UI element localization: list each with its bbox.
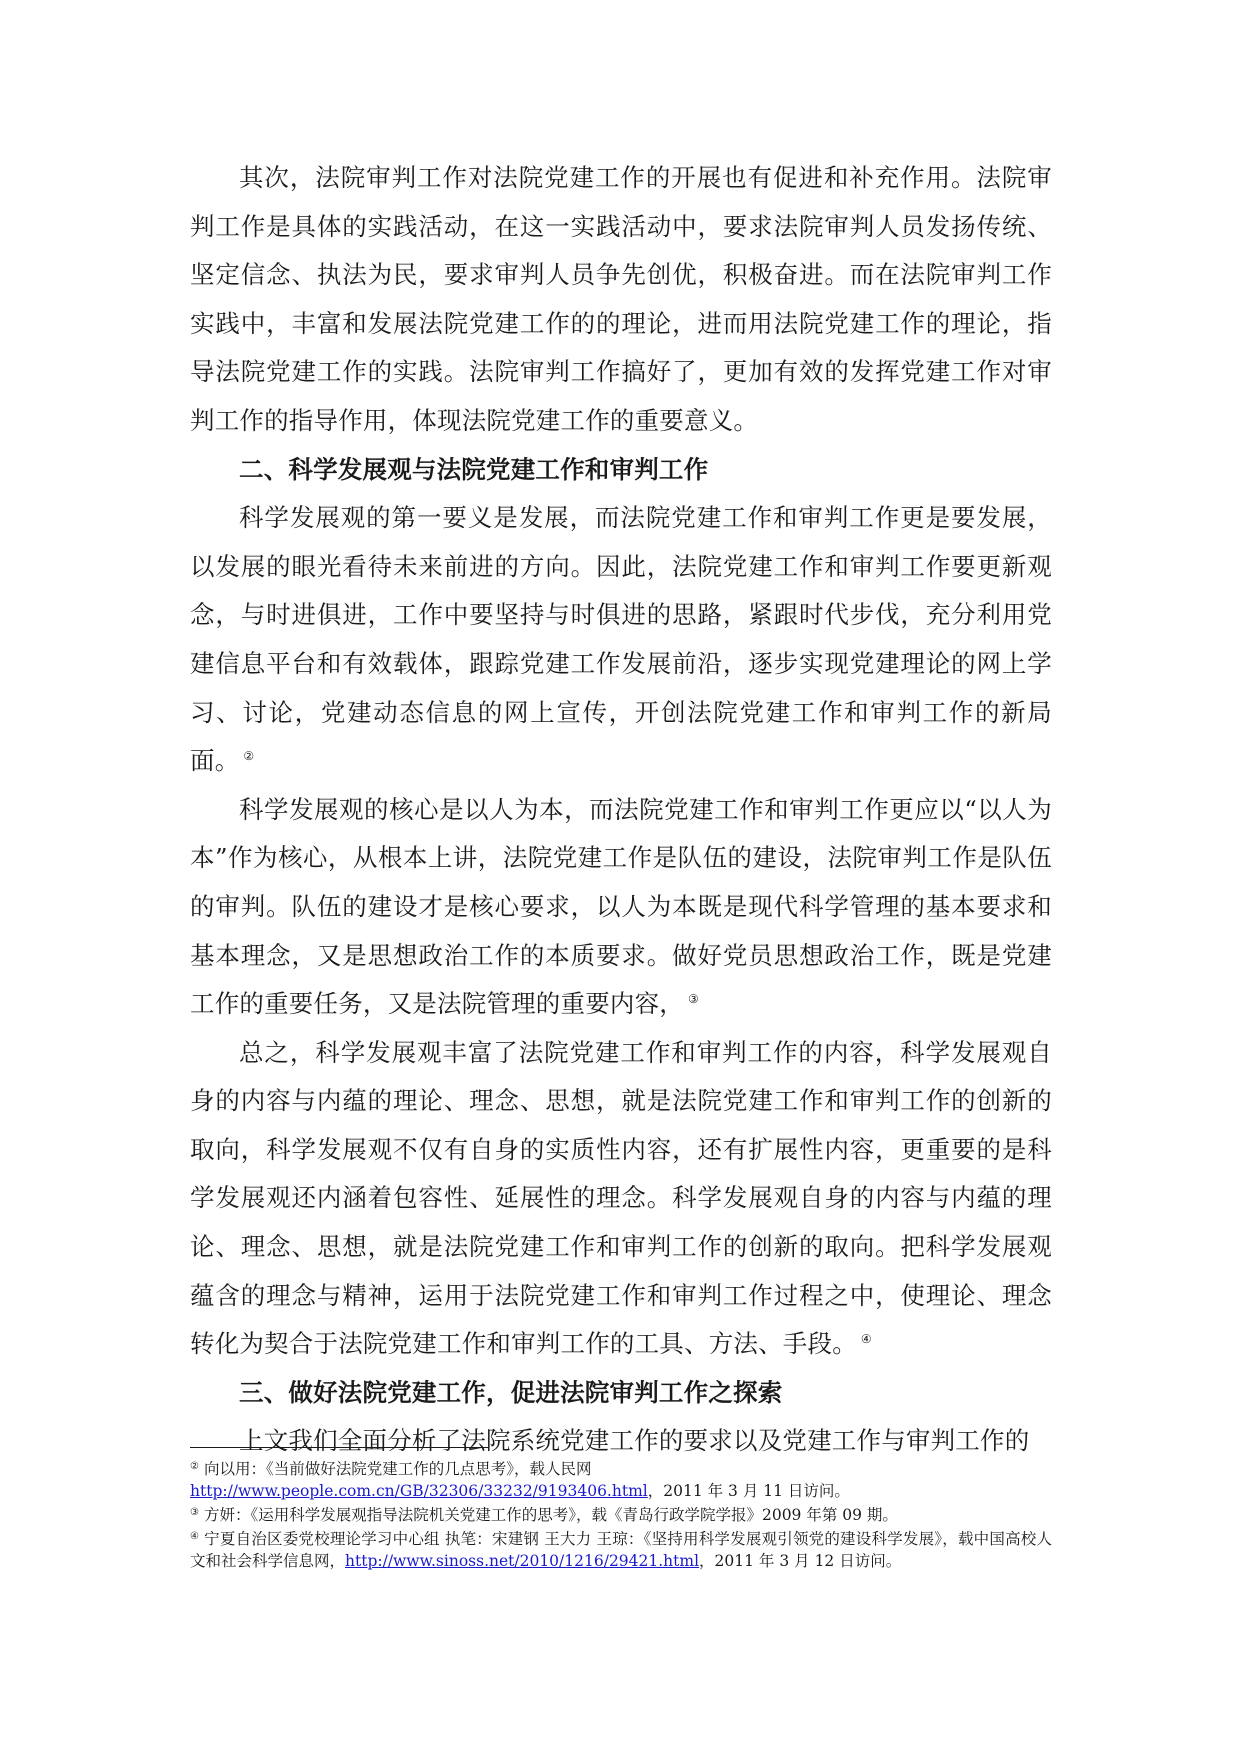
- footnote-separator: [190, 1447, 488, 1448]
- footnote-2: [190, 1456, 1052, 1502]
- paragraph-2-text: 科学发展观的第一要义是发展，而法院党建工作和审判工作更是要发展，以发展的眼光看待未来前进的方向。因此，法院党建工作和审判工作要更新观念，与时进俱进，工作中要坚持与时俱进的思路，紧跟时代步伐，充分利用党建信息平台和有效载体，跟踪党建工作发展前沿，逐步实现党建理论的网上学习、讨论，党建动态信息的网上宣传，开创法院党建工作和审判工作的新局面。: [190, 503, 1052, 776]
- paragraph-2: [190, 494, 1052, 786]
- footnote-text: 宁夏自治区委党校理论学习中心组 执笔：宋建钢 王大力 王琼：《坚持用科学发展观引领党的建设科学发展》，载中国高校人文和社会科学信息网，: [190, 1530, 1052, 1570]
- footnote-link[interactable]: http://www.sinoss.net/2010/1216/29421.html: [345, 1552, 700, 1570]
- footnote-ref-2[interactable]: ②: [243, 749, 255, 764]
- footnote-3: [190, 1502, 1052, 1526]
- footnote-text: 方妍：《运用科学发展观指导法院机关党建工作的思考》，载《青岛行政学院学报》2009 年第 09 期。: [203, 1506, 898, 1524]
- footnote-text: 向以用：《当前做好法院党建工作的几点思考》，载人民网: [203, 1460, 592, 1478]
- paragraph-5-text: 上文我们全面分析了法院系统党建工作的要求以及党建工作与审判工作的: [239, 1426, 1030, 1456]
- footnote-4: [190, 1526, 1052, 1572]
- footnote-link[interactable]: http://www.people.com.cn/GB/32306/33232/9193406.html: [190, 1482, 648, 1500]
- footnote-text: ，2011 年 3 月 12 日访问。: [699, 1552, 902, 1570]
- document-body: [190, 154, 1052, 1466]
- footnote-mark: ②: [190, 1461, 199, 1472]
- footnote-mark: ③: [190, 1507, 199, 1518]
- footnote-ref-4[interactable]: ④: [860, 1332, 872, 1347]
- paragraph-4-text: 总之，科学发展观丰富了法院党建工作和审判工作的内容，科学发展观自身的内容与内蕴的理论、理念、思想，就是法院党建工作和审判工作的创新的取向，科学发展观不仅有自身的实质性内容，还有扩展性内容，更重要的是科学发展观还内涵着包容性、延展性的理念。科学发展观自身的内容与内蕴的理论、理念、思想，就是法院党建工作和审判工作的创新的取向。把科学发展观蕴含的理念与精神，运用于法院党建工作和审判工作过程之中，使理论、理念转化为契合于法院党建工作和审判工作的工具、方法、手段。: [190, 1037, 1052, 1359]
- section-heading-2: 二、科学发展观与法院党建工作和审判工作: [239, 454, 709, 484]
- paragraph-4: [190, 1029, 1052, 1369]
- footnote-mark: ④: [190, 1531, 200, 1542]
- paragraph-1: [190, 154, 1052, 446]
- footnote-ref-3[interactable]: ③: [688, 992, 699, 1007]
- paragraph-3: [190, 786, 1052, 1029]
- footnotes: [190, 1447, 1052, 1572]
- footnote-text: ，2011 年 3 月 11 日访问。: [647, 1482, 850, 1500]
- paragraph-3-text: 科学发展观的核心是以人为本，而法院党建工作和审判工作更应以“以人为本”作为核心，从根本上讲，法院党建工作是队伍的建设，法院审判工作是队伍的审判。队伍的建设才是核心要求，以人为本既是现代科学管理的基本要求和基本理念，又是思想政治工作的本质要求。做好党员思想政治工作，既是党建工作的重要任务，又是法院管理的重要内容，: [190, 794, 1052, 1019]
- section-heading-3: 三、做好法院党建工作，促进法院审判工作之探索: [239, 1377, 783, 1407]
- paragraph-1-text: 其次，法院审判工作对法院党建工作的开展也有促进和补充作用。法院审判工作是具体的实践活动，在这一实践活动中，要求法院审判人员发扬传统、坚定信念、执法为民，要求审判人员争先创优，积极奋进。而在法院审判工作实践中，丰富和发展法院党建工作的的理论，进而用法院党建工作的理论，指导法院党建工作的实践。法院审判工作搞好了，更加有效的发挥党建工作对审判工作的指导作用，体现法院党建工作的重要意义。: [190, 163, 1052, 435]
